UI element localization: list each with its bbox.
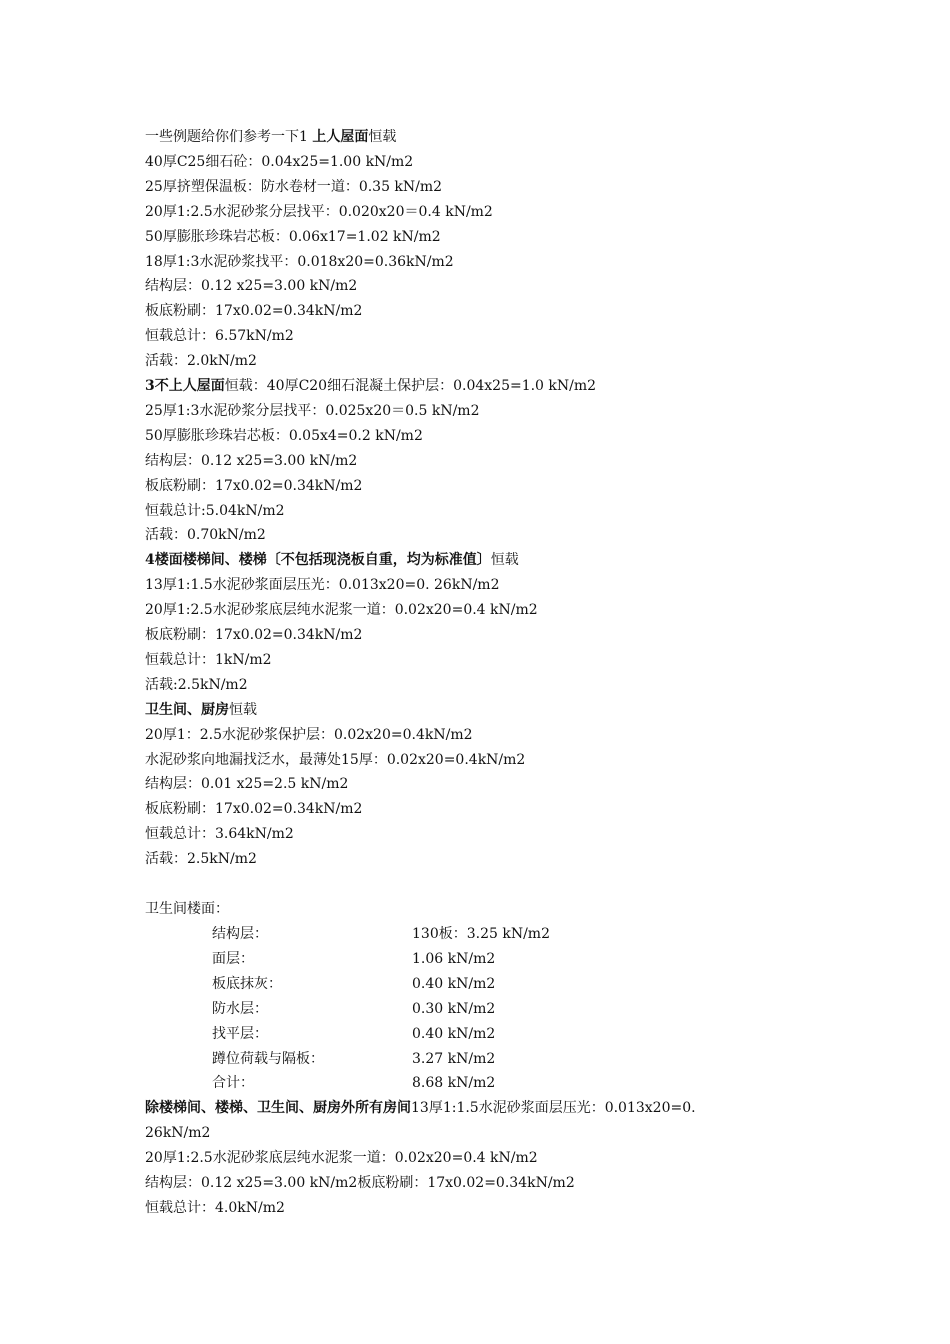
text-line xyxy=(145,401,479,421)
line-text: 26kN/m2 xyxy=(145,1124,211,1141)
text-line xyxy=(145,276,357,296)
text-line xyxy=(145,351,257,371)
line-text: 40厚C25细石砼：0.04x25=1.00 kN/m2 xyxy=(145,153,414,170)
line-text: 结构层：0.12 x25=3.00 kN/m2 xyxy=(145,452,358,469)
line-text: 恒载总计:5.04kN/m2 xyxy=(145,502,285,519)
line-text: 50厚膨胀珍珠岩芯板：0.05x4=0.2 kN/m2 xyxy=(145,427,423,444)
line-text: 20厚1：2.5水泥砂浆保护层：0.02x20=0.4kN/m2 xyxy=(145,726,473,743)
bathroom-floor-heading: 卫生间楼面： xyxy=(145,901,229,917)
line-text: 水泥砂浆向地漏找泛水，最薄处15厚：0.02x20=0.4kN/m2 xyxy=(145,751,526,768)
line-text: 恒载 xyxy=(229,701,257,718)
text-line xyxy=(145,525,266,545)
line-text: 13厚1:1.5水泥砂浆面层压光：0.013x20=0. xyxy=(411,1100,696,1116)
line-text: 20厚1:2.5水泥砂浆分层找平：0.020x20＝0.4 kN/m2 xyxy=(145,203,493,220)
text-line xyxy=(145,476,362,496)
text-line xyxy=(145,451,357,471)
table-row-label: 板底抹灰： xyxy=(212,975,282,992)
line-text: 板底粉刷：17x0.02=0.34kN/m2 xyxy=(145,303,363,320)
line-text: 18厚1:3水泥砂浆找平：0.018x20=0.36kN/m2 xyxy=(145,253,454,270)
line-text: 恒载 xyxy=(490,552,519,569)
line-text: 活载：2.5kN/m2 xyxy=(145,851,257,868)
text-line xyxy=(145,426,423,446)
text-line xyxy=(145,1198,285,1218)
text-line xyxy=(145,127,396,147)
text-line xyxy=(145,675,248,695)
text-line xyxy=(145,550,519,570)
text-line xyxy=(145,152,413,172)
text-line xyxy=(145,326,294,346)
line-text: 恒载总计：4.0kN/m2 xyxy=(145,1199,285,1216)
text-line xyxy=(145,650,272,670)
bold-heading-text: 3不上人屋面 xyxy=(145,378,225,394)
text-line xyxy=(145,600,538,620)
line-text: 25厚挤塑保温板：防水卷材一道：0.35 kN/m2 xyxy=(145,178,443,195)
text-line xyxy=(145,575,499,595)
text-line xyxy=(145,1098,696,1118)
line-text: 恒载 xyxy=(368,129,397,145)
text-line xyxy=(145,725,473,745)
bold-heading-text: 除楼梯间、楼梯、卫生间、厨房外所有房间 xyxy=(145,1100,411,1116)
line-text: 恒载总计：3.64kN/m2 xyxy=(145,826,294,843)
line-text: 25厚1:3水泥砂浆分层找平：0.025x20＝0.5 kN/m2 xyxy=(145,402,480,419)
text-line xyxy=(145,376,596,396)
line-text: 结构层：0.12 x25=3.00 kN/m2板底粉刷：17x0.02=0.34kN/m2 xyxy=(145,1174,575,1191)
line-text: 板底粉刷：17x0.02=0.34kN/m2 xyxy=(145,801,363,818)
table-row-value: 0.40 kN/m2 xyxy=(412,975,496,992)
line-text: 板底粉刷：17x0.02=0.34kN/m2 xyxy=(145,477,363,494)
table-row-label: 结构层： xyxy=(212,926,268,942)
line-text: 恒载总计：6.57kN/m2 xyxy=(145,328,294,345)
text-line xyxy=(145,625,362,645)
text-line xyxy=(145,252,454,272)
bold-heading-text: 上人屋面 xyxy=(312,129,369,145)
text-line xyxy=(145,1148,538,1168)
text-line xyxy=(145,301,362,321)
line-text: 一些例题给你们参考一下1 xyxy=(145,129,313,145)
table-row-value: 0.30 kN/m2 xyxy=(412,1000,496,1017)
line-text: 结构层：0.12 x25=3.00 kN/m2 xyxy=(145,278,358,295)
bold-heading-text: 4楼面楼梯间、楼梯〔不包括现浇板自重，均为标准值〕 xyxy=(145,552,491,569)
line-text: 恒载总计：1kN/m2 xyxy=(145,651,272,668)
table-row-label: 找平层： xyxy=(212,1025,268,1042)
table-row-label: 合计： xyxy=(212,1075,254,1092)
text-line xyxy=(145,750,525,770)
line-text: 活载：2.0kN/m2 xyxy=(145,353,257,370)
line-text: 活载：0.70kN/m2 xyxy=(145,527,266,544)
table-row-value: 3.27 kN/m2 xyxy=(412,1050,496,1067)
line-text: 20厚1:2.5水泥砂浆底层纯水泥浆一道：0.02x20=0.4 kN/m2 xyxy=(145,1149,538,1166)
line-text: 20厚1:2.5水泥砂浆底层纯水泥浆一道：0.02x20=0.4 kN/m2 xyxy=(145,602,538,619)
text-line xyxy=(145,1123,210,1143)
line-text: 板底粉刷：17x0.02=0.34kN/m2 xyxy=(145,627,363,643)
bold-heading-text: 卫生间、厨房 xyxy=(145,701,229,718)
line-text: 活载:2.5kN/m2 xyxy=(145,676,248,693)
text-line xyxy=(145,501,285,521)
table-row-label: 面层： xyxy=(212,950,254,967)
line-text: 结构层：0.01 x25=2.5 kN/m2 xyxy=(145,776,349,793)
table-row-label: 防水层： xyxy=(212,1000,268,1017)
table-row-label: 蹲位荷载与隔板： xyxy=(212,1050,324,1067)
text-line xyxy=(145,1173,575,1193)
table-row-value: 0.40 kN/m2 xyxy=(412,1025,496,1042)
text-line xyxy=(145,227,441,247)
text-line xyxy=(145,824,294,844)
line-text: 恒载：40厚C20细石混凝土保护层：0.04x25=1.0 kN/m2 xyxy=(224,378,597,394)
table-row-value: 8.68 kN/m2 xyxy=(412,1075,496,1092)
text-line xyxy=(145,849,257,869)
line-text: 50厚膨胀珍珠岩芯板：0.06x17=1.02 kN/m2 xyxy=(145,228,441,245)
text-line xyxy=(145,202,493,222)
text-line xyxy=(145,177,442,197)
text-line xyxy=(145,774,348,794)
table-row-value: 1.06 kN/m2 xyxy=(412,950,496,967)
text-line xyxy=(145,700,257,720)
table-row-value: 130板：3.25 kN/m2 xyxy=(412,926,550,942)
text-line xyxy=(145,799,362,819)
line-text: 13厚1:1.5水泥砂浆面层压光：0.013x20=0. 26kN/m2 xyxy=(145,577,500,594)
